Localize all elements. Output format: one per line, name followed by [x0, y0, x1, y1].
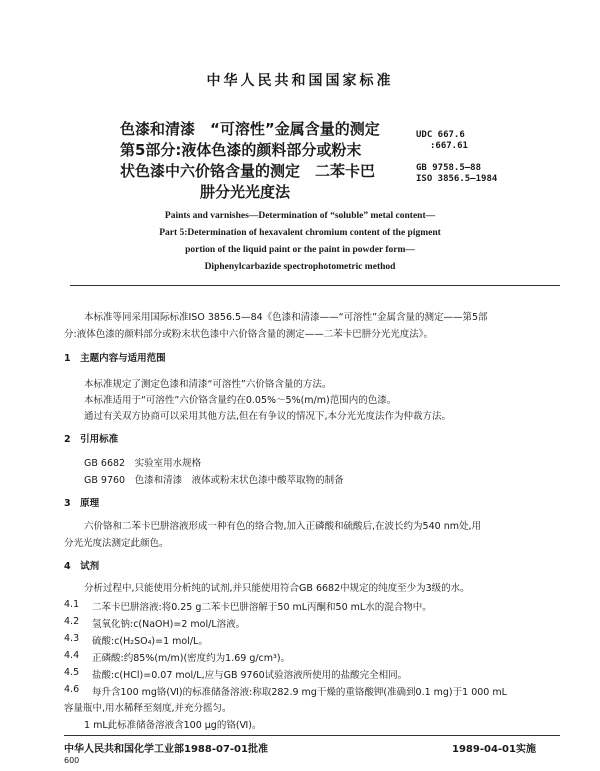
- item-4-4-number: 4.4: [64, 650, 80, 661]
- section-1-p2: 本标准适用于“可溶性”六价铬含量约在0.05%～5%(m/m)范围内的色漆。: [84, 395, 397, 406]
- section-1-heading: 1 主题内容与适用范围: [64, 353, 166, 364]
- item-4-1-number: 4.1: [64, 599, 80, 610]
- section-1-p1: 本标准规定了测定色漆和清漆“可溶性”六价铬含量的方法。: [84, 379, 332, 390]
- item-4-2-number: 4.2: [64, 616, 80, 627]
- item-4-5-text: 盐酸:c(HCl)=0.07 mol/L,应与GB 9760试验溶液所使用的盐酸完全相同。: [92, 670, 408, 681]
- udc-code: UDC 667.6: [416, 130, 465, 140]
- section-2-heading: 2 引用标准: [64, 434, 119, 445]
- section-3-p2: 分光光度法测定此颜色。: [64, 538, 169, 549]
- item-4-4-text: 正磷酸:约85%(m/m)(密度约为1.69 g/cm³)。: [92, 653, 291, 664]
- reference-gb6682: GB 6682 实验室用水规格: [84, 458, 202, 469]
- english-title-4: Diphenylcarbazide spectrophotometric method: [204, 262, 396, 272]
- gb-code: GB 9758.5—88: [416, 163, 482, 173]
- title-line-1: 色漆和清漆 “可溶性”金属含量的测定: [120, 120, 380, 138]
- section-1-p3: 通过有关双方协商可以采用其他方法,但在有争议的情况下,本分光光度法作为仲裁方法。: [84, 411, 452, 422]
- item-4-3-text: 硫酸:c(H₂SO₄)=1 mol/L。: [92, 636, 208, 647]
- title-line-3: 状色漆中六价铬含量的测定 二苯卡巴: [120, 162, 376, 180]
- section-3-heading: 3 原理: [64, 498, 100, 509]
- iso-code: ISO 3856.5—1984: [416, 174, 498, 184]
- udc-code-sub: :667.61: [430, 141, 468, 151]
- item-4-6-text: 每升含100 mg铬(Ⅵ)的标准储备溶液:称取282.9 mg干燥的重铬酸钾(准确到0.1 mg)于1 000 mL: [92, 687, 507, 698]
- item-4-2-text: 氢氧化钠:c(NaOH)=2 mol/L溶液。: [92, 619, 246, 630]
- title-rule: [70, 285, 560, 286]
- approval-line: 中华人民共和国化学工业部1988-07-01批准: [64, 744, 268, 755]
- english-title-1: Paints and varnishes—Determination of “soluble” metal content—: [164, 211, 436, 221]
- item-4-6-continued: 容量瓶中,用水稀释至刻度,并充分摇匀。: [64, 703, 232, 714]
- implementation-date: 1989-04-01实施: [452, 744, 536, 755]
- reference-gb9760: GB 9760 色漆和清漆 液体或粉末状色漆中酸萃取物的制备: [84, 475, 344, 486]
- item-4-1-text: 二苯卡巴肼溶液:将0.25 g二苯卡巴肼溶解于50 mL丙酮和50 mL水的混合物中。: [92, 602, 432, 613]
- section-3-p1: 六价铬和二苯卡巴肼溶液形成一种有色的络合物,加入正磷酸和硫酸后,在波长约为540 nm处,用: [84, 521, 481, 532]
- title-line-2: 第5部分:液体色漆的颜料部分或粉末: [120, 141, 362, 159]
- item-4-6-note: 1 mL此标准储备溶液含100 μg的铬(Ⅵ)。: [84, 720, 262, 731]
- title-line-4: 肼分光光度法: [200, 183, 291, 201]
- footer-rule: [64, 735, 560, 736]
- english-title-2: Part 5:Determination of hexavalent chromium content of the pigment: [159, 228, 441, 238]
- intro-line-2: 分:液体色漆的颜料部分或粉末状色漆中六价铬含量的测定——二苯卡巴肼分光光度法》。: [64, 329, 433, 340]
- item-4-6-number: 4.6: [64, 684, 80, 695]
- item-4-5-number: 4.5: [64, 667, 80, 678]
- item-4-3-number: 4.3: [64, 633, 80, 644]
- intro-line-1: 本标准等同采用国际标准ISO 3856.5—84《色漆和清漆——“可溶性”金属含量的测定——第5部: [84, 312, 488, 323]
- standard-header: 中华人民共和国国家标准: [206, 73, 394, 89]
- page-number: 600: [64, 756, 80, 765]
- section-4-p1: 分析过程中,只能使用分析纯的试剂,并只能使用符合GB 6682中规定的纯度至少为3级的水。: [84, 583, 470, 594]
- english-title-3: portion of the liquid paint or the paint in powder form—: [185, 245, 415, 255]
- section-4-heading: 4 试剂: [64, 561, 100, 572]
